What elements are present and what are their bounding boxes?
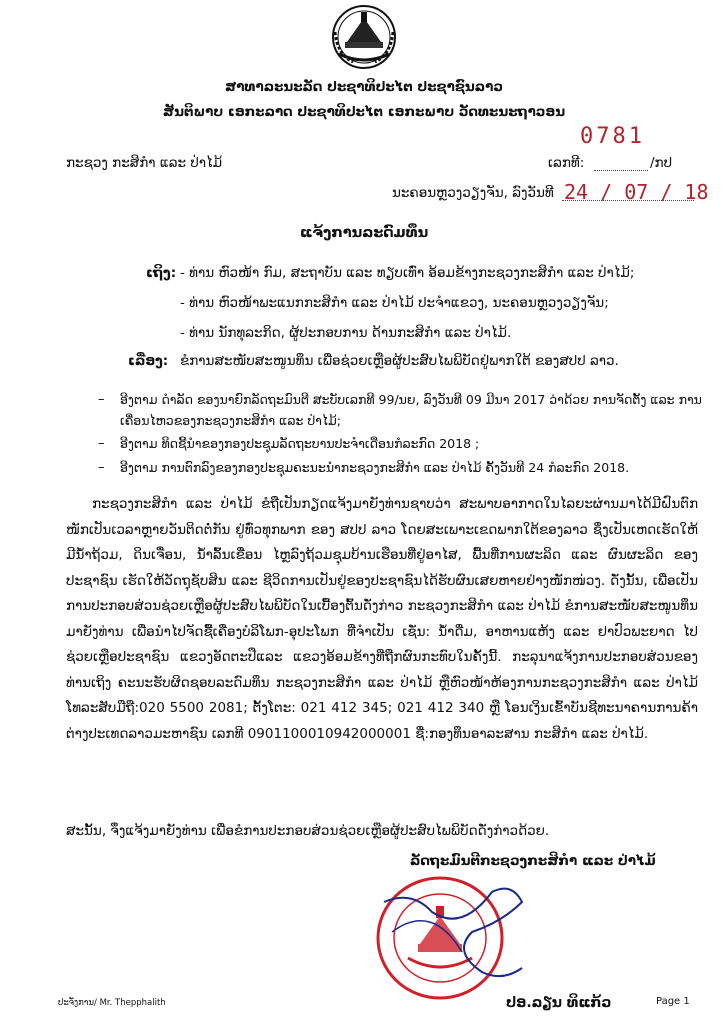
recipient-line: - ທ່ານ ຫົວໜ້າພະແນກກະສິກຳ ແລະ ປ່າໄມ້ ປະຈຳແຂວງ, ນະຄອນຫຼວງວຽງຈັນ;: [180, 295, 609, 311]
reference-item: ອີງຕາມ ການຕົກລົງຂອງກອງປະຊຸມຄະນະນຳກະຊວງກະສິກຳ ແລະ ປ່າໄມ້ ຄັ້ງວັນທີ 24 ກໍລະກົດ 2018.: [120, 460, 630, 475]
signatory-name: ປອ.ລຽນ ທິແກ້ວ: [506, 995, 612, 1011]
reference-item: ອີງຕາມ ທິດຊີ້ນຳຂອງກອງປະຊຸມລັດຖະບານປະຈຳເດືອນກໍລະກົດ 2018 ;: [120, 436, 480, 451]
ministry-name: ກະຊວງ ກະສິກຳ ແລະ ປ່າໄມ້: [66, 155, 223, 171]
body-paragraph-text: ກະຊວງກະສິກຳ ແລະ ປ່າໄມ້ ຂໍຖືເປັນກຽດແຈ້ງມາຍັງທ່ານຊາບວ່າ ສະພາບອາກາດໃນໄລຍະຜ່ານມາໄດ້ມີຝົນຕົກໜັກເປັນເວລາຫຼາຍວັນຕິດຕໍ່ກັນ ຢູ່ທົ່ວທຸກພາກ ຂອງ ສປປ ລາວ ໂດຍສະເພາະເຂດພາກໃຕ້ຂອງລາວ ຊຶ່ງເປັນເຫດເຮັດໃຫ້ມີນ້ຳຖ້ວມ, ດິນເຈື່ອນ, ນ້ຳລົ້ນເຂື່ອນ ໄຫຼລົງຖ້ວມຊຸມບ້ານເຮືອນທີ່ຢູ່ອາໄສ, ພື້ນທີ່ການຜະລິດ ແລະ ຜົນຜະລິດ ຂອງປະຊາຊົນ ເຮັດໃຫ້ວັດຖຸຊັບສິນ ແລະ ຊີວິດການເປັນຢູ່ຂອງປະຊາຊົນໄດ້ຮັບຜົນເສຍຫາຍຢ່າງໜັກໜ່ວງ. ດັ່ງນັ້ນ, ເພື່ອເປັນການປະກອບສ່ວນຊ່ວຍເຫຼືອຜູ້ປະສົບໄພພິບັດໃນເບື້ອງຕົ້ນດັ່ງກ່າວ ກະຊວງກະສິກຳ ແລະ ປ່າໄມ້ ຂໍການສະໜັບສະໜູນທຶນມາຍັງທ່ານ ເພື່ອນຳໄປຈັດຊື້ເຄື່ອງບໍລິໂພກ-ອຸປະໂພກ ທີ່ຈຳເປັນ ເຊັ່ນ: ນ້ຳດື່ມ, ອາຫານແຫ້ງ ແລະ ຢາປົວພະຍາດ ໄປຊ່ວຍເຫຼືອປະຊາຊົນ ແຂວງອັດຕະປືແລະ ແຂວງອ້ອມຂ້າງທີ່ຖືກຜົນກະທົບໃນຄັ້ງນີ້. ກະລຸນາແຈ້ງການປະກອບສ່ວນຂອງທ່ານເຖິງ ຄະນະຮັບຜິດຊອບລະດົມທຶນ ກະຊວງກະສິກຳ ແລະ ປ່າໄມ້ ຫຼືຫົວໜ້າຫ້ອງການກະຊວງກະສິກຳ ແລະ ປ່າໄມ້ ໂທລະສັບມືຖື:020 5500 2081; ຕັ້ງໂຕະ: 021 412 345; 021 412 340 ຫຼື ໂອນເງິນເຂົ້າບັນຊີທະນາຄານການຄ້າຕ່າງປະເທດລາວມະຫາຊົນ ເລກທີ 0901100010942000001 ຊື່:ກອງທຶນອາລະສານ ກະສິກຳ ແລະ ປ່າໄມ້.: [66, 496, 698, 742]
number-dotline: [594, 170, 648, 171]
signatory-title: ລັດຖະມົນຕີກະຊວງກະສິກຳ ແລະ ປ່າໄມ້: [410, 853, 656, 869]
drafter-note: ປະຈັ່ງການ/ Mr. Thepphalith: [58, 998, 166, 1008]
place-date-label: ນະຄອນຫຼວງວຽງຈັນ, ລົງວັນທີ: [392, 185, 554, 201]
page-number: Page 1: [656, 996, 690, 1007]
date-handwritten: 24 / 07 / 18: [564, 180, 709, 204]
to-label: ເຖິງ:: [146, 265, 177, 281]
document-number-handwritten: 0781: [580, 124, 645, 149]
official-stamp: [372, 872, 532, 1002]
date-dotline: [562, 200, 694, 201]
recipient-line: - ທ່ານ ນັກທຸລະກິດ, ຜູ້ປະກອບການ ດ້ານກະສິກຳ ແລະ ປ່າໄມ້.: [180, 325, 512, 341]
subject-text: ຂໍການສະໜັບສະໜູນທຶນ ເພື່ອຊ່ວຍເຫຼືອຜູ້ປະສົບໄພພິບັດຢູ່ພາກໃຕ້ ຂອງສປປ ລາວ.: [180, 353, 619, 369]
number-suffix: /ກປ: [650, 155, 673, 171]
national-motto: ສັນຕິພາບ ເອກະລາດ ປະຊາທິປະໄຕ ເອກະພາບ ວັດທະນະຖາວອນ: [162, 104, 566, 120]
reference-dash: –: [98, 436, 105, 451]
subject-label: ເລື່ອງ:: [128, 353, 169, 369]
reference-dash: –: [98, 460, 105, 475]
document-title: ແຈ້ງການລະດົມທຶນ: [299, 225, 429, 241]
national-title: ສາທາລະນະລັດ ປະຊາທິປະໄຕ ປະຊາຊົນລາວ: [225, 79, 503, 95]
recipient-line: - ທ່ານ ຫົວໜ້າ ກົມ, ສະຖາບັນ ແລະ ທຽບເທົ່າ ອ້ອມຂ້າງກະຊວງກະສິກຳ ແລະ ປ່າໄມ້;: [180, 265, 635, 281]
lao-national-emblem: [327, 4, 401, 70]
closing-paragraph: ສະນັ້ນ, ຈຶ່ງແຈ້ງມາຍັງທ່ານ ເພື່ອຂໍການປະກອບສ່ວນຊ່ວຍເຫຼືອຜູ້ປະສົບໄພພິບັດດັ່ງກ່າວດ້ວຍ.: [66, 823, 550, 839]
body-paragraph: [66, 492, 698, 747]
reference-dash: –: [98, 392, 105, 407]
number-label: ເລກທີ:: [548, 155, 585, 171]
reference-item: ອີງຕາມ ດຳລັດ ຂອງນາຍົກລັດຖະມົນຕີ ສະບັບເລກທີ 99/ນຍ, ລົງວັນທີ 09 ມີນາ 2017 ວ່າດ້ວຍ ການຈັດຕັ້ງ ແລະ ການເຄື່ອນໄຫວຂອງກະຊວງກະສິກຳ ແລະ ປ່າໄມ້;: [120, 392, 702, 428]
